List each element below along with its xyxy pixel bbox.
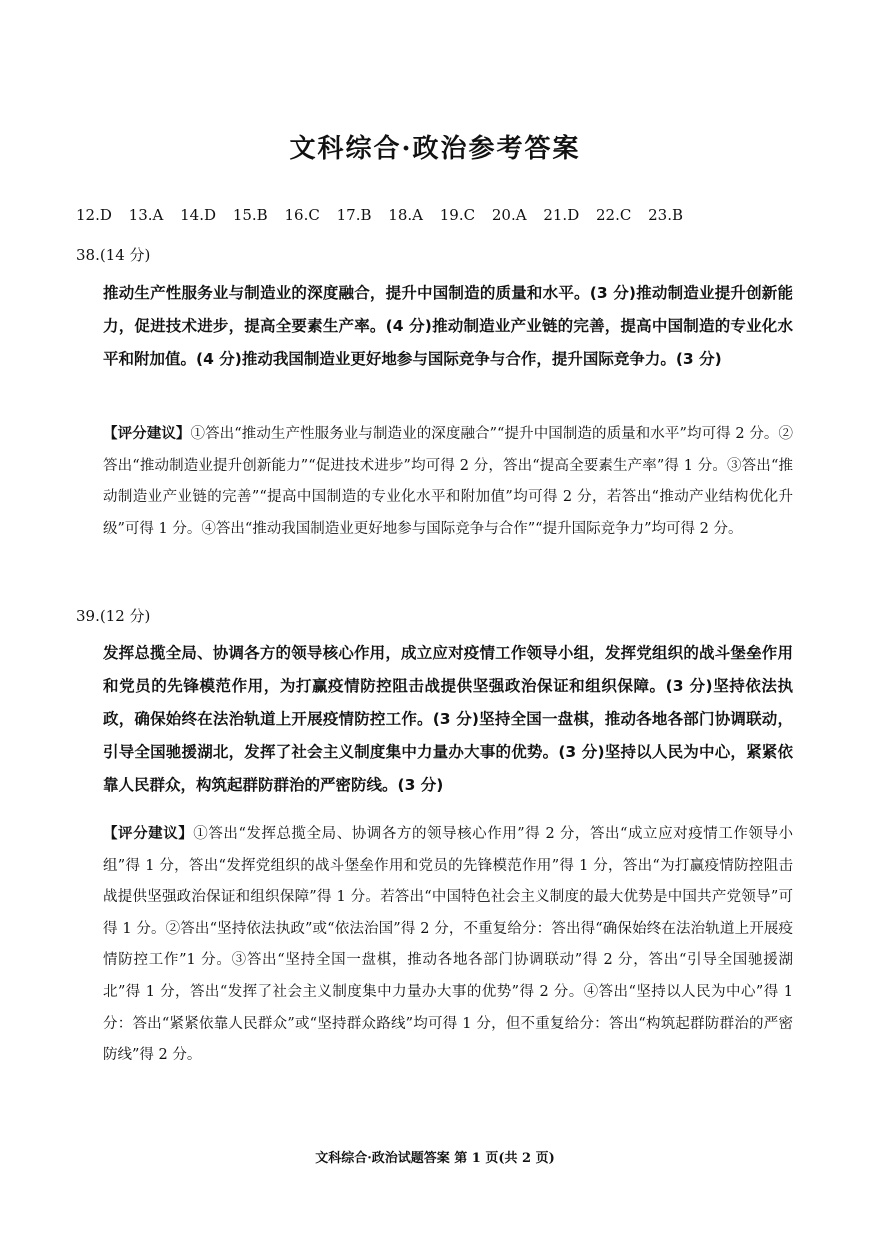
page-title: 文科综合·政治参考答案 <box>289 134 581 164</box>
choice-answer: 19.C <box>439 206 476 224</box>
choice-answer: 16.C <box>284 206 320 224</box>
choice-answer: 21.D <box>543 206 580 224</box>
choice-answer: 14.D <box>180 206 217 224</box>
choice-answer: 15.B <box>232 206 268 224</box>
choice-answer: 20.A <box>491 206 527 224</box>
choice-answer: 22.C <box>596 206 632 224</box>
choice-answer: 23.B <box>648 206 684 224</box>
question-38-scoring <box>103 418 793 545</box>
choice-answer: 12.D <box>76 206 112 224</box>
choice-answer: 18.A <box>388 206 423 224</box>
question-38-label: 38.(14 分) <box>76 246 151 264</box>
scoring-text: ①答出“发挥总揽全局、协调各方的领导核心作用”得 2 分，答出“成立应对疫情工作领导小组”得 1 分，答出“发挥党组织的战斗堡垒作用和党员的先锋模范作用”得 1 分，答出“为打赢疫情防控阻击战提供坚强政治保证和组织保障”得 1 分。若答出“中国特色社会主义制度的最大优势是中国共产党领导”可得 1 分。②答出“坚持依法执政”或“依法治国”得 2 分，不重复给分：答出得“确保始终在法治轨道上开展疫情防控工作”1 分。③答出“坚持全国一盘棋，推动各地各部门协调联动”得 2 分，答出“引导全国驰援湖北”得 1 分，答出“发挥了社会主义制度集中力量办大事的优势”得 2 分。④答出“坚持以人民为中心”得 1 分：答出“紧紧依靠人民群众”或“坚持群众路线”均可得 1 分，但不重复给分：答出“构筑起群防群治的严密防线”得 2 分。 <box>103 826 793 1064</box>
scoring-label: 【评分建议】 <box>103 425 191 442</box>
question-39-scoring <box>103 818 793 1072</box>
scoring-label: 【评分建议】 <box>103 825 194 842</box>
page-footer: 文科综合·政治试题答案 第 1 页(共 2 页) <box>315 1151 555 1166</box>
question-39-label: 39.(12 分) <box>76 607 151 625</box>
question-38-answer: 推动生产性服务业与制造业的深度融合，提升中国制造的质量和水平。(3 分)推动制造业提升创新能力，促进技术进步，提高全要素生产率。(4 分)推动制造业产业链的完善，提高中国制造的专业化水平和附加值。(4 分)推动我国制造业更好地参与国际竞争与合作，提升国际竞争力。(3 分) <box>103 284 793 368</box>
scoring-text: ①答出“推动生产性服务业与制造业的深度融合”“提升中国制造的质量和水平”均可得 2 分。②答出“推动制造业提升创新能力”“促进技术进步”均可得 2 分，答出“提高全要素生产率”得 1 分。③答出“推动制造业产业链的完善”“提高中国制造的专业化水平和附加值”均可得 2 分，若答出“推动产业结构优化升级”可得 1 分。④答出“推动我国制造业更好地参与国际竞争与合作”“提升国际竞争力”均可得 2 分。 <box>103 426 794 537</box>
choice-answer: 13.A <box>128 206 164 224</box>
question-39-answer: 发挥总揽全局、协调各方的领导核心作用，成立应对疫情工作领导小组，发挥党组织的战斗堡垒作用和党员的先锋模范作用，为打赢疫情防控阻击战提供坚强政治保证和组织保障。(3 分)坚持依法执政，确保始终在法治轨道上开展疫情防控工作。(3 分)坚持全国一盘棋，推动各地各部门协调联动，引导全国驰援湖北，发挥了社会主义制度集中力量办大事的优势。(3 分)坚持以人民为中心，紧紧依靠人民群众，构筑起群防群治的严密防线。(3 分) <box>103 644 793 794</box>
choice-answers <box>76 206 695 224</box>
choice-answer: 17.B <box>336 206 372 224</box>
